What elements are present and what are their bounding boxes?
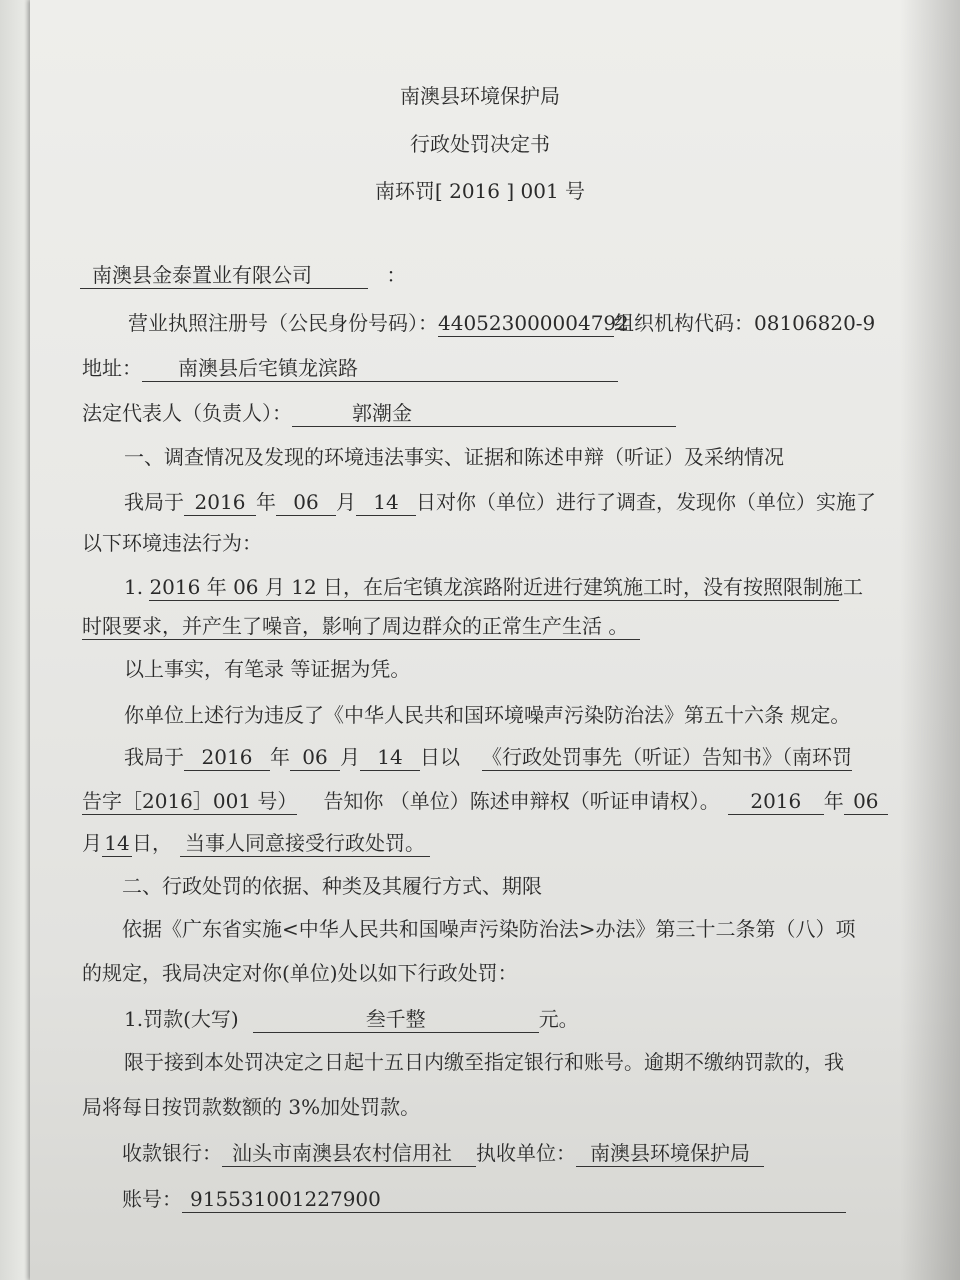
hearing-year: 2016 xyxy=(728,788,824,815)
party-name: 南澳县金泰置业有限公司 xyxy=(80,262,368,289)
notice-day: 14 xyxy=(360,744,420,771)
text-fragment: 日对你（单位）进行了调查，发现你（单位）实施了 xyxy=(416,490,876,514)
fact-number: 1. xyxy=(124,575,144,599)
text-fragment: 月 xyxy=(336,490,356,514)
license-label: 营业执照注册号（公民身份号码）： xyxy=(128,311,438,335)
account-number: 915531001227900 xyxy=(182,1186,846,1213)
account-label: 账号： xyxy=(122,1187,182,1211)
investigation-day: 14 xyxy=(356,489,416,516)
notice-number: 告字［2016］001 号） xyxy=(82,789,298,813)
investigation-month: 06 xyxy=(276,489,336,516)
hearing-day: 14 xyxy=(102,830,132,857)
hearing-result-line xyxy=(82,830,430,857)
representative-name: 郭潮金 xyxy=(292,400,676,427)
text-fragment: 年 xyxy=(256,490,276,514)
text-fragment: 月 xyxy=(82,831,102,855)
section2-heading: 二、行政处罚的依据、种类及其履行方式、期限 xyxy=(122,874,542,898)
deadline-line-2: 局将每日按罚款数额的 3%加处罚款。 xyxy=(82,1095,421,1119)
bank-label: 收款银行： xyxy=(122,1141,222,1165)
text-fragment: 告知你 （单位）陈述申辩权（听证申请权）。 xyxy=(323,789,720,813)
text-fragment: 日， xyxy=(132,831,172,855)
account-line xyxy=(122,1186,846,1213)
notice-document: 《行政处罚事先（听证）告知书》（南环罚 xyxy=(482,745,852,769)
address-label: 地址： xyxy=(82,356,142,380)
collector-name: 南澳县环境保护局 xyxy=(576,1140,764,1167)
text-fragment: 月 xyxy=(340,745,360,769)
hearing-month: 06 xyxy=(844,788,888,815)
fine-label: 1.罚款(大写) xyxy=(124,1007,239,1031)
investigation-year: 2016 xyxy=(184,489,256,516)
fine-amount: 叁千整 xyxy=(253,1006,539,1033)
fine-unit: 元。 xyxy=(538,1007,579,1031)
notice-year: 2016 xyxy=(184,744,270,771)
address-line xyxy=(82,355,618,382)
party-colon: ： xyxy=(386,263,407,287)
license-line xyxy=(128,310,875,337)
deadline-line-1: 限于接到本处罚决定之日起十五日内缴至指定银行和账号。逾期不缴纳罚款的，我 xyxy=(124,1050,844,1074)
fact-text-2: 时限要求，并产生了噪音，影响了周边群众的正常生产生活 。 xyxy=(82,613,640,640)
document-number: 南环罚[ 2016 ] 001 号 xyxy=(374,179,586,203)
notice-line-cont xyxy=(82,788,888,815)
text-fragment: 日以 xyxy=(420,745,460,769)
notice-month: 06 xyxy=(290,744,340,771)
party-line xyxy=(80,262,406,289)
notice-line xyxy=(124,744,852,771)
fact-line-1 xyxy=(124,574,864,601)
text-fragment: 我局于 xyxy=(124,490,184,514)
bank-line xyxy=(122,1140,764,1167)
text-fragment: 年 xyxy=(270,745,290,769)
evidence-line: 以上事实，有笔录 等证据为凭。 xyxy=(124,657,411,681)
license-number: 440523000004792 xyxy=(438,311,629,335)
violation-line: 你单位上述行为违反了《中华人民共和国环境噪声污染防治法》第五十六条 规定。 xyxy=(124,703,851,727)
bank-name: 汕头市南澳县农村信用社 xyxy=(222,1140,476,1167)
representative-line xyxy=(82,400,676,427)
representative-label: 法定代表人（负责人）： xyxy=(82,401,292,425)
investigation-line-cont: 以下环境违法行为： xyxy=(82,531,262,555)
fact-line-2 xyxy=(82,613,640,640)
collector-label: 执收单位： xyxy=(476,1141,576,1165)
fact-text-1: 2016 年 06 月 12 日，在后宅镇龙滨路附近进行建筑施工时，没有按照限制施工 xyxy=(149,575,864,599)
fine-line xyxy=(124,1006,579,1033)
basis-line-1: 依据《广东省实施<中华人民共和国噪声污染防治法>办法》第三十二条第（八）项 xyxy=(122,917,856,941)
org-code: 08106820-9 xyxy=(754,311,876,335)
basis-line-2: 的规定，我局决定对你(单位)处以如下行政处罚： xyxy=(82,961,518,985)
document-type-title: 行政处罚决定书 xyxy=(410,132,550,156)
address-value: 南澳县后宅镇龙滨路 xyxy=(142,355,618,382)
org-code-label: 组织机构代码： xyxy=(614,311,754,335)
hearing-result: 当事人同意接受行政处罚。 xyxy=(180,830,430,857)
text-fragment: 我局于 xyxy=(124,745,184,769)
section1-heading: 一、调查情况及发现的环境违法事实、证据和陈述申辩（听证）及采纳情况 xyxy=(124,445,784,469)
text-fragment: 年 xyxy=(823,789,844,813)
agency-title: 南澳县环境保护局 xyxy=(400,84,560,108)
investigation-line xyxy=(124,489,876,516)
